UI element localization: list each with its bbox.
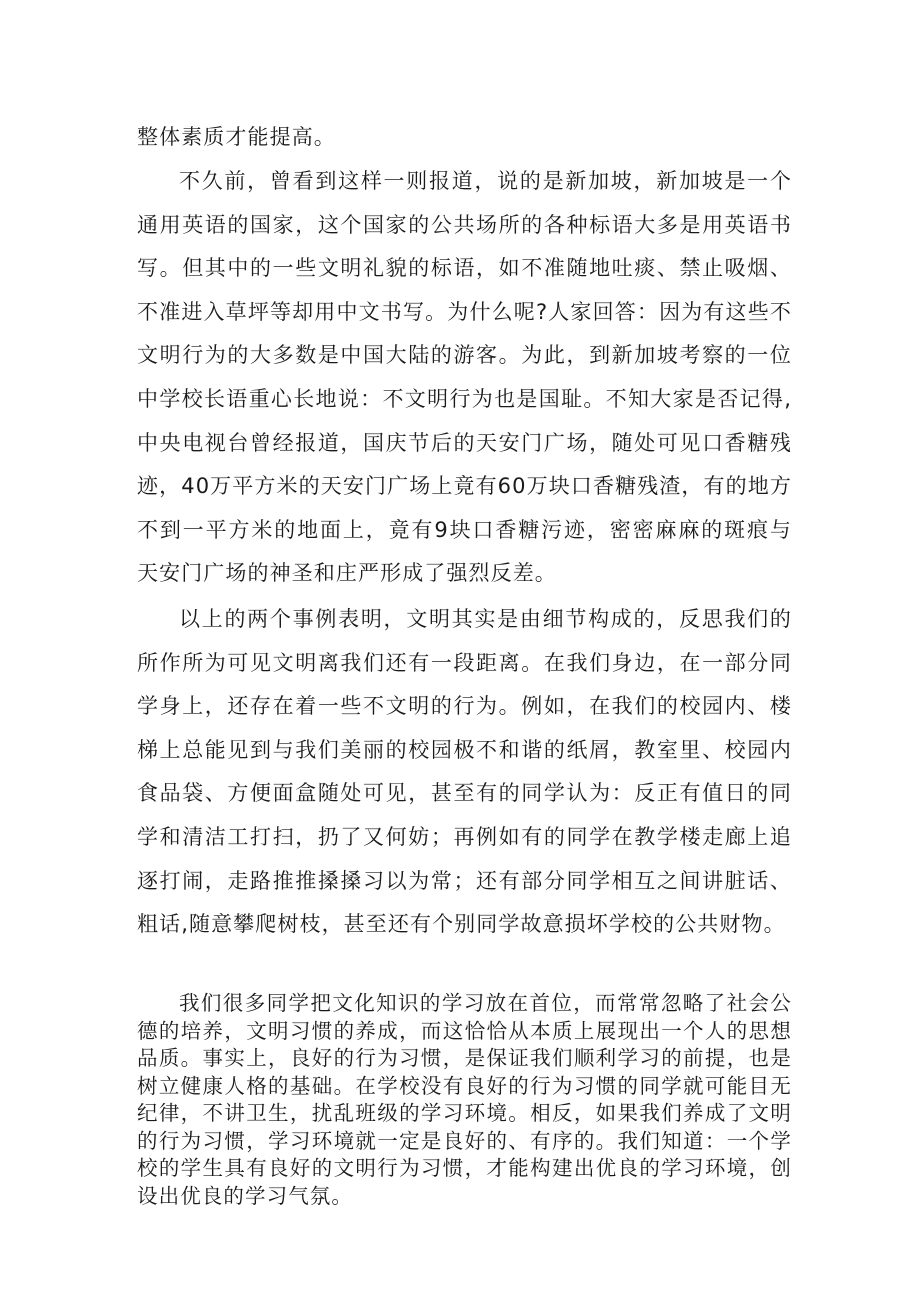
paragraph-continuation: 整体素质才能提高。 xyxy=(137,125,336,149)
paragraph-good-habits: 我们很多同学把文化知识的学习放在首位，而常常忽略了社会公德的培养，文明习惯的养成，而这恰恰从本质上展现出一个人的思想品质。事实上，良好的行为习惯，是保证我们顺利学习的前提，也是树立健康人格的基础。在学校没有良好的行为习惯的同学就可能目无纪律，不讲卫生，扰乱班级的学习环境。相反，如果我们养成了文明的行为习惯，学习环境就一定是良好的、有序的。我们知道：一个学校的学生具有良好的文明行为习惯，才能构建出优良的学习环境，创设出优良的学习气氛。 xyxy=(137,991,792,1208)
paragraph-campus-behavior: 以上的两个事例表明，文明其实是由细节构成的，反思我们的所作所为可见文明离我们还有一段距离。在我们身边，在一部分同学身上，还存在着一些不文明的行为。例如，在我们的校园内、楼梯上总能见到与我们美丽的校园极不和谐的纸屑，教室里、校园内食品袋、方便面盒随处可见，甚至有的同学认为：反正有值日的同学和清洁工打扫，扔了又何妨；再例如有的同学在教学楼走廊上追逐打闹，走路推推搡搡习以为常；还有部分同学相互之间讲脏话、粗话,随意攀爬树枝，甚至还有个别同学故意损坏学校的公共财物。 xyxy=(137,607,792,937)
paragraph-singapore-report: 不久前，曾看到这样一则报道，说的是新加坡，新加坡是一个通用英语的国家，这个国家的公共场所的各种标语大多是用英语书写。但其中的一些文明礼貌的标语，如不准随地吐痰、禁止吸烟、不准进入草坪等却用中文书写。为什么呢?人家回答：因为有这些不文明行为的大多数是中国大陆的游客。为此，到新加坡考察的一位中学校长语重心长地说：不文明行为也是国耻。不知大家是否记得,中央电视台曾经报道，国庆节后的天安门广场，随处可见口香糖残迹，40万平方米的天安门广场上竟有60万块口香糖残渣，有的地方不到一平方米的地面上，竟有9块口香糖污迹，密密麻麻的斑痕与天安门广场的神圣和庄严形成了强烈反差。 xyxy=(137,169,792,586)
